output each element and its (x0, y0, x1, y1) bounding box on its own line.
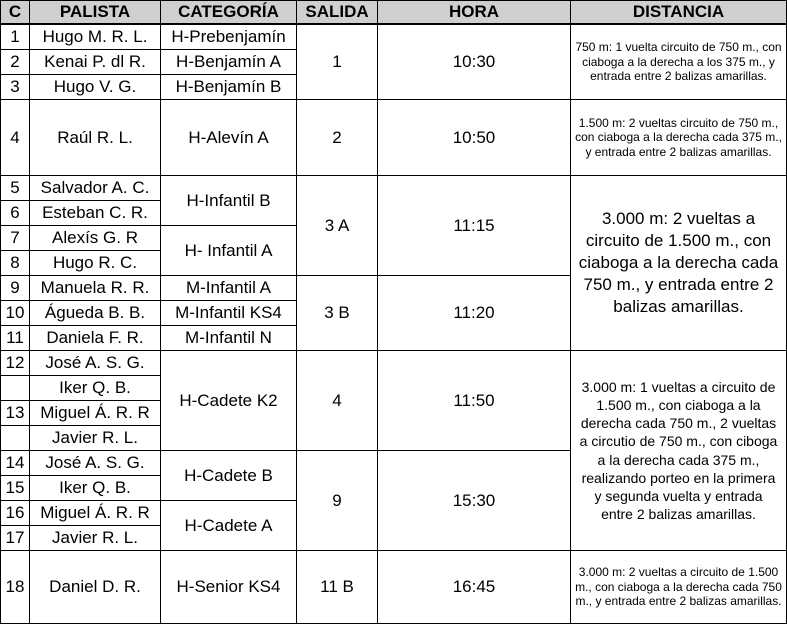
header-distancia: DISTANCIA (571, 1, 787, 25)
cell-salida: 3 B (297, 276, 378, 351)
cell-palista: Daniela F. R. (30, 326, 161, 351)
cell-palista: Iker Q. B. (30, 476, 161, 501)
cell-c: 17 (1, 526, 30, 551)
table-row (1, 100, 787, 176)
header-hora: HORA (378, 1, 571, 25)
cell-palista: Salvador A. C. (30, 176, 161, 201)
table-row (1, 176, 787, 201)
cell-palista: Miguel Á. R. R (30, 501, 161, 526)
cell-hora: 11:50 (378, 351, 571, 451)
cell-c: 15 (1, 476, 30, 501)
cell-c: 11 (1, 326, 30, 351)
cell-c: 5 (1, 176, 30, 201)
cell-c: 18 (1, 551, 30, 624)
cell-c: 6 (1, 201, 30, 226)
cell-palista: Raúl R. L. (30, 100, 161, 176)
cell-c (1, 426, 30, 451)
cell-salida: 4 (297, 351, 378, 451)
cell-hora: 11:20 (378, 276, 571, 351)
cell-hora: 10:50 (378, 100, 571, 176)
cell-c: 10 (1, 301, 30, 326)
cell-palista: Manuela R. R. (30, 276, 161, 301)
cell-categoria: H-Senior KS4 (161, 551, 297, 624)
cell-categoria: H-Benjamín B (161, 75, 297, 100)
cell-categoria: H-Prebenjamín (161, 24, 297, 50)
cell-c: 16 (1, 501, 30, 526)
cell-c (1, 376, 30, 401)
header-row (1, 1, 787, 25)
header-categoria: CATEGORÍA (161, 1, 297, 25)
cell-categoria: M-Infantil N (161, 326, 297, 351)
cell-c: 9 (1, 276, 30, 301)
cell-categoria: M-Infantil KS4 (161, 301, 297, 326)
cell-palista: Javier R. L. (30, 526, 161, 551)
cell-categoria: H- Infantil A (161, 226, 297, 276)
cell-categoria: H-Cadete A (161, 501, 297, 551)
cell-palista: Esteban C. R. (30, 201, 161, 226)
cell-palista: Javier R. L. (30, 426, 161, 451)
cell-c: 8 (1, 251, 30, 276)
cell-palista: Hugo V. G. (30, 75, 161, 100)
cell-palista: Hugo M. R. L. (30, 24, 161, 50)
cell-hora: 16:45 (378, 551, 571, 624)
cell-palista: Miguel Á. R. R (30, 401, 161, 426)
cell-palista: José A. S. G. (30, 451, 161, 476)
cell-c: 13 (1, 401, 30, 426)
cell-salida: 11 B (297, 551, 378, 624)
cell-palista: Hugo R. C. (30, 251, 161, 276)
cell-distancia: 3.000 m: 2 vueltas a circuito de 1.500 m., con ciaboga a la derecha cada 750 m., y entrada entre 2 balizas amarillas. (571, 551, 787, 624)
table-row (1, 24, 787, 50)
cell-c: 12 (1, 351, 30, 376)
cell-c: 3 (1, 75, 30, 100)
cell-distancia: 1.500 m: 2 vueltas circuito de 750 m., con ciaboga a la derecha cada 375 m., y entrada entre 2 balizas amarillas. (571, 100, 787, 176)
cell-salida: 2 (297, 100, 378, 176)
cell-c: 2 (1, 50, 30, 75)
table-row (1, 551, 787, 624)
cell-c: 7 (1, 226, 30, 251)
cell-distancia: 3.000 m: 2 vueltas a circuito de 1.500 m., con ciaboga a la derecha cada 750 m., y entrada entre 2 balizas amarillas. (571, 176, 787, 351)
cell-distancia: 750 m: 1 vuelta circuito de 750 m., con ciaboga a la derecha a los 375 m., y entrada entre 2 balizas amarillas. (571, 24, 787, 100)
cell-salida: 1 (297, 24, 378, 100)
cell-hora: 11:15 (378, 176, 571, 276)
cell-palista: Iker Q. B. (30, 376, 161, 401)
cell-salida: 3 A (297, 176, 378, 276)
header-c: C (1, 1, 30, 25)
cell-distancia: 3.000 m: 1 vueltas a circuito de 1.500 m., con ciaboga a la derecha cada 750 m., 2 vueltas a circutio de 750 m., con ciboga a la derecha cada 375 m., realizando porteo en la primera y segunda vuelta y entrada entre 2 balizas amarillas. (571, 351, 787, 551)
cell-palista: Kenai P. dl R. (30, 50, 161, 75)
cell-palista: José A. S. G. (30, 351, 161, 376)
cell-c: 14 (1, 451, 30, 476)
cell-palista: Daniel D. R. (30, 551, 161, 624)
header-salida: SALIDA (297, 1, 378, 25)
cell-palista: Águeda B. B. (30, 301, 161, 326)
cell-c: 1 (1, 24, 30, 50)
cell-categoria: H-Alevín A (161, 100, 297, 176)
cell-categoria: H-Cadete B (161, 451, 297, 501)
header-palista: PALISTA (30, 1, 161, 25)
cell-salida: 9 (297, 451, 378, 551)
cell-categoria: H-Infantil B (161, 176, 297, 226)
cell-categoria: H-Benjamín A (161, 50, 297, 75)
cell-hora: 10:30 (378, 24, 571, 100)
cell-hora: 15:30 (378, 451, 571, 551)
cell-categoria: H-Cadete K2 (161, 351, 297, 451)
cell-palista: Alexís G. R (30, 226, 161, 251)
cell-c: 4 (1, 100, 30, 176)
cell-categoria: M-Infantil A (161, 276, 297, 301)
table-row (1, 351, 787, 376)
